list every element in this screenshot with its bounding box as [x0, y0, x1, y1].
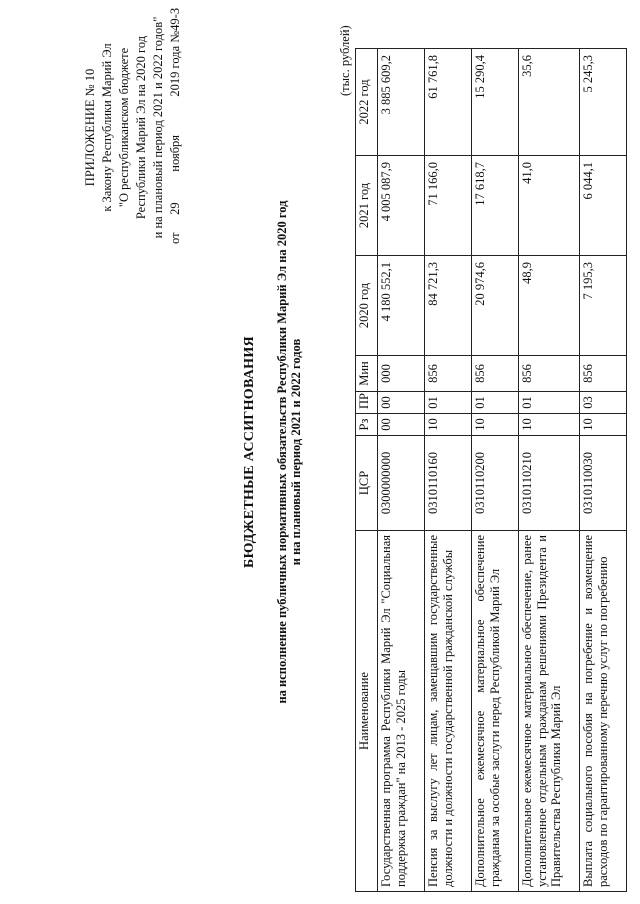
- appendix-line: к Закону Республики Марий Эл: [100, 43, 114, 212]
- document-subtitle: на исполнение публичных нормативных обязательств Республики Марий Эл на 2020 год: [275, 200, 289, 704]
- row-min: 856: [425, 356, 472, 392]
- row-2022: 3 885 609,2: [378, 49, 425, 156]
- row-2020: 84 721,3: [425, 256, 472, 356]
- row-rz: 00: [378, 414, 425, 436]
- row-min: 000: [378, 356, 425, 392]
- header-min: Мин: [356, 356, 378, 392]
- date-day: 29: [168, 202, 182, 215]
- appendix-line: Республики Марий Эл на 2020 год: [134, 35, 148, 220]
- date-month: ноября: [168, 134, 182, 172]
- row-2021: 71 166,0: [425, 156, 472, 256]
- appendix-line: и на плановый период 2021 и 2022 годов": [151, 16, 165, 239]
- row-rz: 10: [519, 414, 580, 436]
- row-min: 856: [580, 356, 627, 392]
- header-pr: ПР: [356, 392, 378, 414]
- table-row: [472, 49, 519, 892]
- row-csr: 0310110200: [472, 436, 519, 531]
- allocations-table: [355, 48, 627, 892]
- row-csr: 0310110030: [580, 436, 627, 531]
- row-2021: 41,0: [519, 156, 580, 256]
- row-rz: 10: [425, 414, 472, 436]
- row-csr: 0310110210: [519, 436, 580, 531]
- row-2020: 48,9: [519, 256, 580, 356]
- row-csr: 0310110160: [425, 436, 472, 531]
- header-rz: Рз: [356, 414, 378, 436]
- row-name: Выплата социального пособия на погребение и возмещение расходов по гарантированному перечню услуг по погребению: [580, 531, 627, 892]
- row-2021: 4 005 087,9: [378, 156, 425, 256]
- document-title: БЮДЖЕТНЫЕ АССИГНОВАНИЯ: [242, 336, 257, 568]
- row-2022: 5 245,3: [580, 49, 627, 156]
- row-2020: 7 195,3: [580, 256, 627, 356]
- table-row: [425, 49, 472, 892]
- row-min: 856: [519, 356, 580, 392]
- row-name: Государственная программа Республики Марий Эл "Социальная поддержка граждан" на 2013 - 2025 годы: [378, 531, 425, 892]
- row-name: Дополнительное ежемесячное материальное обеспечение гражданам за особые заслуги перед Республикой Марий Эл: [472, 531, 519, 892]
- appendix-line: "О республиканском бюджете: [117, 47, 131, 208]
- date-year: 2019 года №49-З: [168, 7, 182, 97]
- appendix-block: [82, 5, 184, 250]
- row-min: 856: [472, 356, 519, 392]
- document-subtitle-2: и на плановый период 2021 и 2022 годов: [289, 338, 303, 566]
- row-2022: 35,6: [519, 49, 580, 156]
- table-row: [378, 49, 425, 892]
- row-2022: 61 761,8: [425, 49, 472, 156]
- row-pr: 01: [472, 392, 519, 414]
- header-name: Наименование: [356, 531, 378, 892]
- row-2021: 17 618,7: [472, 156, 519, 256]
- header-2021: 2021 год: [356, 156, 378, 256]
- units-label: (тыс. рублей): [338, 25, 352, 96]
- row-rz: 10: [472, 414, 519, 436]
- table-row: [519, 49, 580, 892]
- table-header-row: [356, 49, 378, 892]
- appendix-line: ПРИЛОЖЕНИЕ № 10: [83, 68, 97, 187]
- row-2020: 20 974,6: [472, 256, 519, 356]
- row-name: Пенсия за выслугу лет лицам, замещавшим государственные должности и должности государственной гражданской службы: [425, 531, 472, 892]
- row-rz: 10: [580, 414, 627, 436]
- row-pr: 01: [425, 392, 472, 414]
- table-row: [580, 49, 627, 892]
- row-pr: 00: [378, 392, 425, 414]
- row-2020: 4 180 552,1: [378, 256, 425, 356]
- header-2022: 2022 год: [356, 49, 378, 156]
- header-csr: ЦСР: [356, 436, 378, 531]
- row-pr: 01: [519, 392, 580, 414]
- row-csr: 0300000000: [378, 436, 425, 531]
- appendix-date-line: [167, 5, 184, 250]
- date-prefix: от: [168, 232, 182, 244]
- row-pr: 03: [580, 392, 627, 414]
- row-2022: 15 290,4: [472, 49, 519, 156]
- row-2021: 6 044,1: [580, 156, 627, 256]
- row-name: Дополнительное ежемесячное материальное обеспечение, ранее установленное отдельным гражданам решениями Президента и Правительства Республики Марий Эл: [519, 531, 580, 892]
- header-2020: 2020 год: [356, 256, 378, 356]
